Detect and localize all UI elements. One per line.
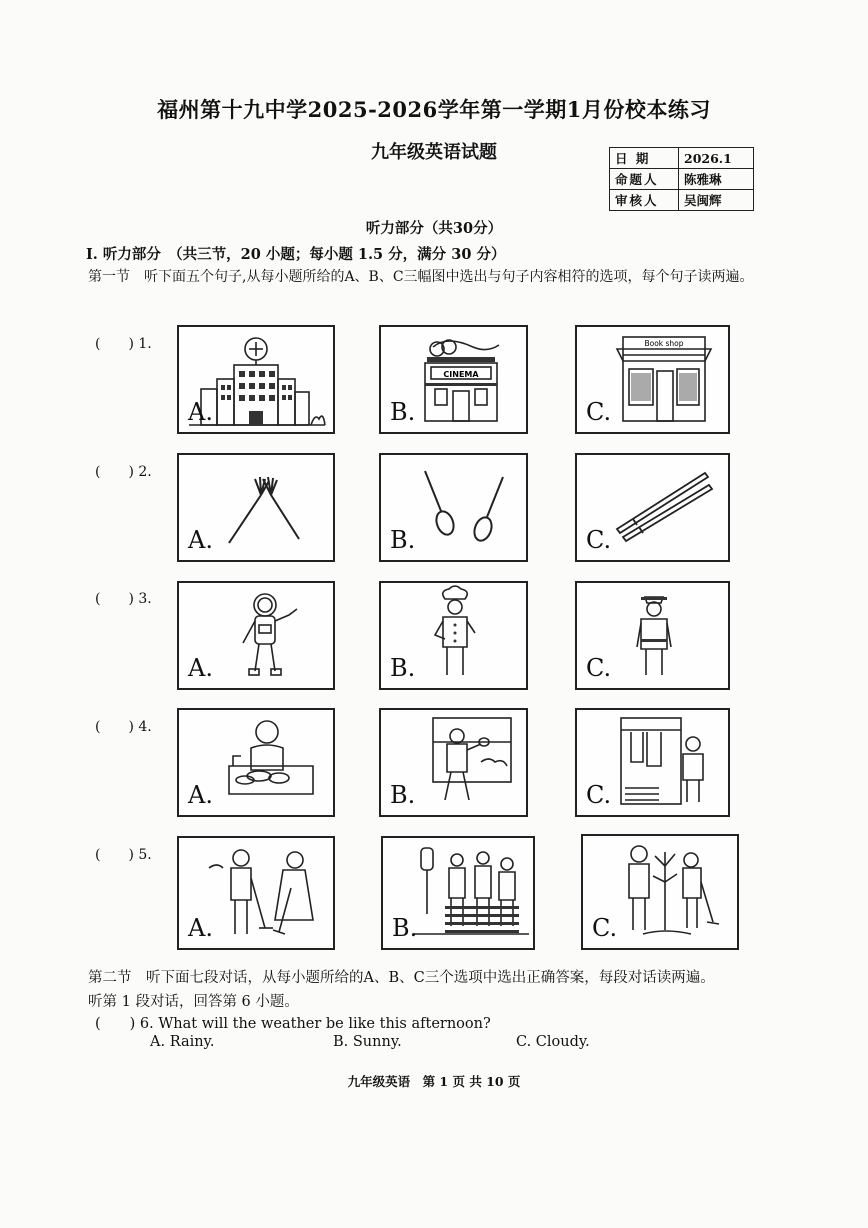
page-footer: 九年级英语 第 1 页 共 10 页 bbox=[347, 1074, 521, 1089]
section2-line-1: 第二节 听下面七段对话，从每小题所给的A、B、C三个选项中选出正确答案，每段对话读两遍。 bbox=[88, 970, 715, 986]
part-title: I. 听力部分 （共三节，20 小题；每小题 1.5 分，满分 30 分） bbox=[86, 246, 506, 263]
q6-option-c[interactable]: C. Cloudy. bbox=[516, 1034, 590, 1050]
meta-value: 陈雅琳 bbox=[679, 169, 754, 190]
q1-option-a[interactable] bbox=[177, 325, 335, 434]
q3-option-c[interactable] bbox=[575, 581, 730, 690]
option-letter: B. bbox=[390, 781, 416, 809]
option-letter: A. bbox=[188, 781, 213, 809]
meta-key: 命题人 bbox=[610, 169, 679, 190]
option-letter: C. bbox=[586, 654, 612, 682]
meta-row-reviewer bbox=[610, 190, 754, 211]
option-letter: A. bbox=[188, 654, 213, 682]
q2-option-b[interactable] bbox=[379, 453, 528, 562]
question-4-label[interactable]: ( ) 4. bbox=[95, 719, 152, 735]
section2-line-2: 听第 1 段对话，回答第 6 小题。 bbox=[88, 994, 299, 1010]
q1-option-b[interactable] bbox=[379, 325, 528, 434]
option-letter: A. bbox=[188, 398, 213, 426]
cinema-sign: CINEMA bbox=[443, 370, 479, 379]
section1-instruction: 第一节 听下面五个句子,从每小题所给的A、B、C三幅图中选出与句子内容相符的选项，每个句子读两遍。 bbox=[88, 269, 754, 285]
q2-option-a[interactable] bbox=[177, 453, 335, 562]
section2-instruction bbox=[88, 966, 808, 1014]
q6-option-a[interactable]: A. Rainy. bbox=[150, 1034, 215, 1050]
option-letter: C. bbox=[586, 781, 612, 809]
q5-option-b[interactable] bbox=[381, 836, 535, 950]
exam-title: 福州第十九中学2025-2026学年第一学期1月份校本练习 bbox=[157, 97, 711, 122]
q4-option-a[interactable] bbox=[177, 708, 335, 817]
meta-row-author bbox=[610, 169, 754, 190]
option-letter: B. bbox=[390, 526, 416, 554]
option-letter: C. bbox=[586, 398, 612, 426]
meta-row-date bbox=[610, 148, 754, 169]
q2-option-c[interactable] bbox=[575, 453, 730, 562]
option-letter: C. bbox=[586, 526, 612, 554]
question-5-label[interactable]: ( ) 5. bbox=[95, 847, 152, 863]
q3-option-a[interactable] bbox=[177, 581, 335, 690]
question-6-prompt[interactable]: ( ) 6. What will the weather be like this afternoon? bbox=[95, 1016, 491, 1032]
q4-option-b[interactable] bbox=[379, 708, 528, 817]
option-letter: B. bbox=[390, 398, 416, 426]
option-letter: C. bbox=[592, 914, 618, 942]
q5-option-a[interactable] bbox=[177, 836, 335, 950]
q1-option-c[interactable] bbox=[575, 325, 730, 434]
q6-option-b[interactable]: B. Sunny. bbox=[333, 1034, 402, 1050]
q5-option-c[interactable] bbox=[581, 834, 739, 950]
option-letter: B. bbox=[390, 654, 416, 682]
q3-option-b[interactable] bbox=[379, 581, 528, 690]
listening-heading: 听力部分（共30分） bbox=[365, 220, 503, 237]
question-1-label[interactable]: ( ) 1. bbox=[95, 336, 152, 352]
q4-option-c[interactable] bbox=[575, 708, 730, 817]
question-3-label[interactable]: ( ) 3. bbox=[95, 591, 152, 607]
exam-subtitle: 九年级英语试题 bbox=[371, 142, 497, 163]
meta-value: 吴闽辉 bbox=[679, 190, 754, 211]
option-letter: A. bbox=[188, 526, 213, 554]
question-2-label[interactable]: ( ) 2. bbox=[95, 464, 152, 480]
meta-key: 审核人 bbox=[610, 190, 679, 211]
meta-key: 日 期 bbox=[610, 148, 679, 169]
exam-meta-table bbox=[609, 147, 754, 211]
meta-value: 2026.1 bbox=[679, 148, 754, 169]
option-letter: A. bbox=[188, 914, 213, 942]
option-letter: B. bbox=[392, 914, 418, 942]
bookshop-sign: Book shop bbox=[644, 339, 684, 348]
